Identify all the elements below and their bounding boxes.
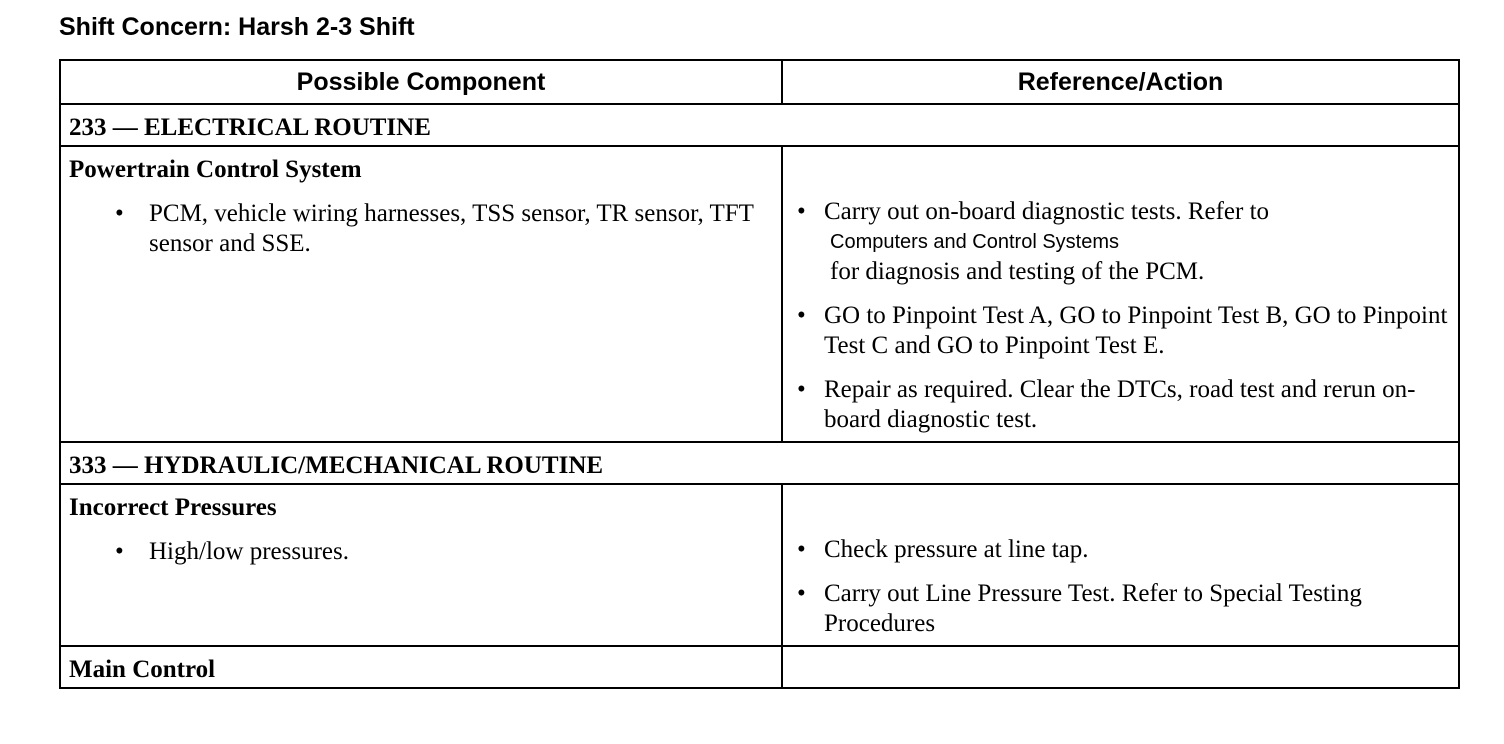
header-reference-action: Reference/Action bbox=[782, 60, 1459, 104]
section-label-hydraulic: 333 — HYDRAULIC/MECHANICAL ROUTINE bbox=[60, 442, 1459, 484]
header-possible-component: Possible Component bbox=[60, 60, 782, 104]
action-text: • Carry out on-board diagnostic tests. Refer to bbox=[824, 198, 1270, 225]
component-cell bbox=[60, 484, 782, 646]
list-item: • GO to Pinpoint Test A, GO to Pinpoint Test B, GO to Pinpoint Test C and GO to Pinpoint Test E. bbox=[797, 301, 1450, 361]
list-item: • Repair as required. Clear the DTCs, road test and rerun on-board diagnostic test. bbox=[797, 375, 1450, 435]
action-cell bbox=[782, 484, 1459, 646]
list-item bbox=[797, 197, 1450, 287]
reference-link[interactable]: Computers and Control Systems bbox=[830, 231, 1120, 253]
action-items bbox=[797, 535, 1450, 639]
list-item: • Carry out Line Pressure Test. Refer to Special Testing Procedures bbox=[797, 579, 1450, 639]
table-row bbox=[60, 646, 1459, 688]
section-label-electrical: 233 — ELECTRICAL ROUTINE bbox=[60, 104, 1459, 146]
section-row-hydraulic bbox=[60, 442, 1459, 484]
list-item: • High/low pressures. bbox=[69, 537, 773, 567]
action-cell bbox=[782, 146, 1459, 442]
list-item: • PCM, vehicle wiring harnesses, TSS sensor, TR sensor, TFT sensor and SSE. bbox=[69, 199, 773, 259]
component-cell bbox=[60, 146, 782, 442]
page-title: Shift Concern: Harsh 2-3 Shift bbox=[59, 13, 415, 41]
component-title: Main Control bbox=[60, 646, 782, 688]
header-row bbox=[60, 60, 1459, 104]
component-title: Incorrect Pressures bbox=[69, 494, 277, 521]
component-title: Powertrain Control System bbox=[69, 156, 362, 183]
table-row bbox=[60, 484, 1459, 646]
action-text: for diagnosis and testing of the PCM. bbox=[830, 258, 1205, 285]
component-items bbox=[69, 199, 773, 259]
diagnostic-table bbox=[59, 59, 1460, 689]
action-cell-empty bbox=[782, 646, 1459, 688]
table-row bbox=[60, 146, 1459, 442]
component-items bbox=[69, 537, 773, 567]
list-item: • Check pressure at line tap. bbox=[797, 535, 1450, 565]
section-row-electrical bbox=[60, 104, 1459, 146]
action-items bbox=[797, 197, 1450, 435]
